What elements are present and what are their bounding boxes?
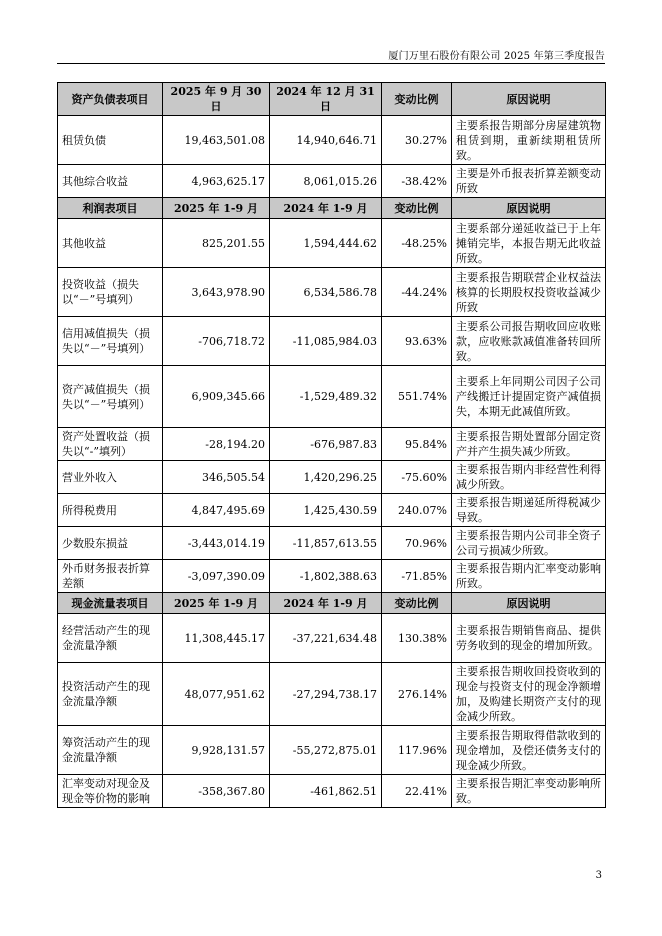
column-header: 原因说明 <box>452 83 606 116</box>
row-current-value: -3,097,390.09 <box>163 560 270 593</box>
row-current-value: 825,201.55 <box>163 219 270 268</box>
row-reason-note: 主要系报告期汇率变动影响所致。 <box>452 775 606 808</box>
row-reason-note: 主要系报告期联营企业权益法核算的长期股权投资收益减少所致 <box>452 268 606 317</box>
row-change-ratio: 551.74% <box>382 366 452 428</box>
row-previous-value: 14,940,646.71 <box>270 116 382 165</box>
row-change-ratio: 30.27% <box>382 116 452 165</box>
column-header: 原因说明 <box>452 593 606 614</box>
table-row <box>58 366 606 428</box>
row-previous-value: -27,294,738.17 <box>270 663 382 726</box>
row-previous-value: -461,862.51 <box>270 775 382 808</box>
header-divider <box>57 63 605 64</box>
row-previous-value: 8,061,015.26 <box>270 165 382 198</box>
table-row <box>58 560 606 593</box>
row-reason-note: 主要系报告期递延所得税减少导致。 <box>452 494 606 527</box>
row-previous-value: -1,802,388.63 <box>270 560 382 593</box>
row-current-value: 3,643,978.90 <box>163 268 270 317</box>
column-header: 现金流量表项目 <box>58 593 163 614</box>
row-change-ratio: 276.14% <box>382 663 452 726</box>
table-row <box>58 663 606 726</box>
column-header: 2025 年 9 月 30 日 <box>163 83 270 116</box>
row-item-label: 其他收益 <box>58 219 163 268</box>
row-current-value: 9,928,131.57 <box>163 726 270 775</box>
table-row <box>58 268 606 317</box>
financial-change-table <box>57 82 606 808</box>
column-header: 2024 年 1-9 月 <box>270 198 382 219</box>
column-header: 原因说明 <box>452 198 606 219</box>
row-change-ratio: -38.42% <box>382 165 452 198</box>
row-previous-value: -11,857,613.55 <box>270 527 382 560</box>
row-item-label: 少数股东损益 <box>58 527 163 560</box>
row-item-label: 投资活动产生的现金流量净额 <box>58 663 163 726</box>
table-row <box>58 428 606 461</box>
row-item-label: 营业外收入 <box>58 461 163 494</box>
row-reason-note: 主要系报告期取得借款收到的现金增加，及偿还债务支付的现金减少所致。 <box>452 726 606 775</box>
column-header: 变动比例 <box>382 198 452 219</box>
report-header-title: 厦门万里石股份有限公司 2025 年第三季度报告 <box>388 51 605 62</box>
row-previous-value: 1,425,430.59 <box>270 494 382 527</box>
row-item-label: 信用减值损失（损失以“－”号填列） <box>58 317 163 366</box>
row-current-value: -706,718.72 <box>163 317 270 366</box>
table-row <box>58 116 606 165</box>
column-header: 2025 年 1-9 月 <box>163 198 270 219</box>
row-previous-value: -11,085,984.03 <box>270 317 382 366</box>
row-previous-value: 1,420,296.25 <box>270 461 382 494</box>
column-header: 2024 年 1-9 月 <box>270 593 382 614</box>
row-item-label: 筹资活动产生的现金流量净额 <box>58 726 163 775</box>
row-previous-value: 6,534,586.78 <box>270 268 382 317</box>
table-row <box>58 775 606 808</box>
row-reason-note: 主要系部分递延收益已于上年摊销完毕，本报告期无此收益所致。 <box>452 219 606 268</box>
row-current-value: 11,308,445.17 <box>163 614 270 663</box>
row-current-value: -358,367.80 <box>163 775 270 808</box>
row-reason-note: 主要系报告期内非经营性利得减少所致。 <box>452 461 606 494</box>
row-reason-note: 主要系报告期处置部分固定资产并产生损失减少所致。 <box>452 428 606 461</box>
row-item-label: 租赁负债 <box>58 116 163 165</box>
row-current-value: -28,194.20 <box>163 428 270 461</box>
row-item-label: 经营活动产生的现金流量净额 <box>58 614 163 663</box>
table-row <box>58 614 606 663</box>
table-row <box>58 527 606 560</box>
row-previous-value: -676,987.83 <box>270 428 382 461</box>
row-change-ratio: -44.24% <box>382 268 452 317</box>
row-reason-note: 主要是外币报表折算差额变动所致 <box>452 165 606 198</box>
row-change-ratio: -75.60% <box>382 461 452 494</box>
row-item-label: 投资收益（损失以“－”号填列） <box>58 268 163 317</box>
row-previous-value: -37,221,634.48 <box>270 614 382 663</box>
row-previous-value: -1,529,489.32 <box>270 366 382 428</box>
table-row <box>58 726 606 775</box>
row-current-value: 346,505.54 <box>163 461 270 494</box>
row-current-value: 6,909,345.66 <box>163 366 270 428</box>
table-row <box>58 494 606 527</box>
row-reason-note: 主要系报告期部分房屋建筑物租赁到期，重新续期租赁所致。 <box>452 116 606 165</box>
column-header: 变动比例 <box>382 83 452 116</box>
row-reason-note: 主要系报告期收回投资收到的现金与投资支付的现金净额增加，及购建长期资产支付的现金减少所致。 <box>452 663 606 726</box>
row-current-value: 4,847,495.69 <box>163 494 270 527</box>
row-change-ratio: 117.96% <box>382 726 452 775</box>
row-item-label: 汇率变动对现金及现金等价物的影响 <box>58 775 163 808</box>
row-change-ratio: 95.84% <box>382 428 452 461</box>
table-row <box>58 165 606 198</box>
table-row <box>58 317 606 366</box>
row-change-ratio: -71.85% <box>382 560 452 593</box>
row-current-value: -3,443,014.19 <box>163 527 270 560</box>
row-reason-note: 主要系上年同期公司因子公司产线搬迁计提固定资产减值损失，本期无此减值所致。 <box>452 366 606 428</box>
row-change-ratio: 130.38% <box>382 614 452 663</box>
row-change-ratio: 70.96% <box>382 527 452 560</box>
row-current-value: 4,963,625.17 <box>163 165 270 198</box>
row-reason-note: 主要系公司报告期收回应收账款，应收账款减值准备转回所致。 <box>452 317 606 366</box>
column-header: 利润表项目 <box>58 198 163 219</box>
row-item-label: 所得税费用 <box>58 494 163 527</box>
page-number: 3 <box>595 870 602 881</box>
column-header: 2024 年 12 月 31 日 <box>270 83 382 116</box>
row-item-label: 其他综合收益 <box>58 165 163 198</box>
column-header: 资产负债表项目 <box>58 83 163 116</box>
row-item-label: 资产减值损失（损失以“－”号填列） <box>58 366 163 428</box>
section-header-row <box>58 593 606 614</box>
table-row <box>58 461 606 494</box>
section-header-row <box>58 198 606 219</box>
row-reason-note: 主要系报告期销售商品、提供劳务收到的现金的增加所致。 <box>452 614 606 663</box>
row-change-ratio: 22.41% <box>382 775 452 808</box>
section-header-row <box>58 83 606 116</box>
column-header: 2025 年 1-9 月 <box>163 593 270 614</box>
row-current-value: 19,463,501.08 <box>163 116 270 165</box>
column-header: 变动比例 <box>382 593 452 614</box>
row-item-label: 外币财务报表折算差额 <box>58 560 163 593</box>
table-row <box>58 219 606 268</box>
row-reason-note: 主要系报告期内汇率变动影响所致。 <box>452 560 606 593</box>
row-current-value: 48,077,951.62 <box>163 663 270 726</box>
row-change-ratio: 93.63% <box>382 317 452 366</box>
row-change-ratio: 240.07% <box>382 494 452 527</box>
row-change-ratio: -48.25% <box>382 219 452 268</box>
row-previous-value: 1,594,444.62 <box>270 219 382 268</box>
row-reason-note: 主要系报告期内公司非全资子公司亏损减少所致。 <box>452 527 606 560</box>
row-previous-value: -55,272,875.01 <box>270 726 382 775</box>
row-item-label: 资产处置收益（损失以“-”填列） <box>58 428 163 461</box>
